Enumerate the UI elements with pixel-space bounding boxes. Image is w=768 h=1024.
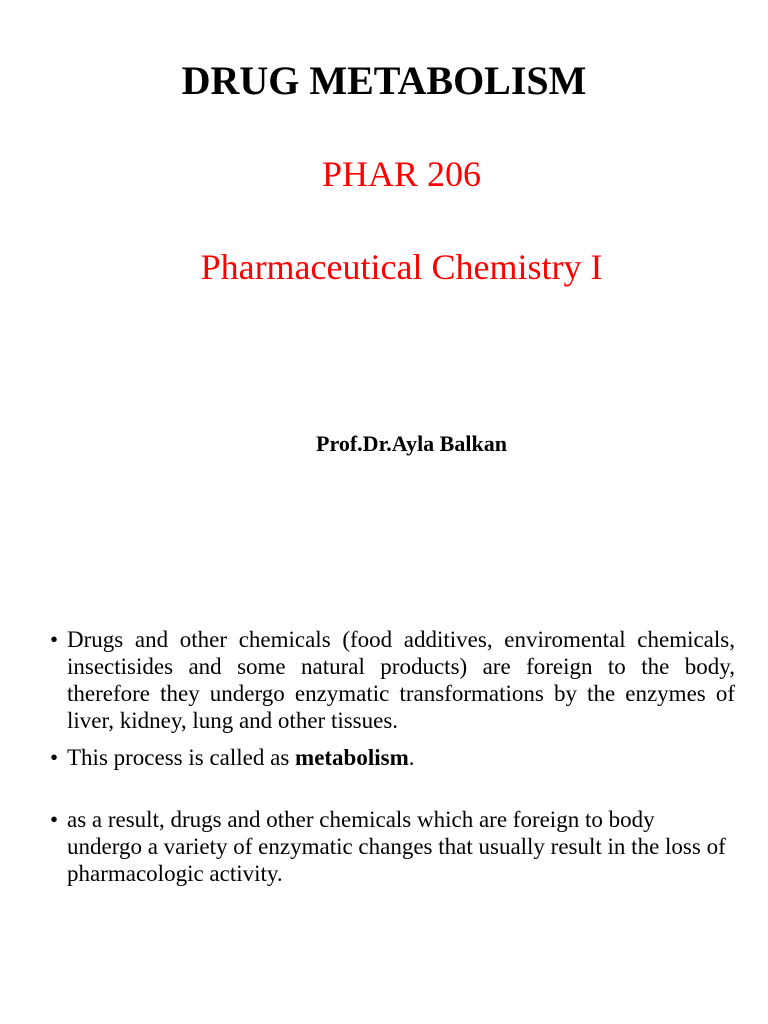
- bullet-icon: •: [50, 807, 59, 832]
- bullet-icon: •: [50, 745, 59, 770]
- course-code: PHAR 206: [321, 154, 482, 194]
- bullet-item: [50, 806, 735, 887]
- bullet-item: [50, 744, 735, 771]
- bullet-text: Drugs and other chemicals (food additives, enviromental chemicals, insectisides and some natural products) are foreign to the body, therefore they undergo enzymatic transformations by the enzymes of liver, kidney, lung and other tissues.: [67, 627, 735, 733]
- bullet-text-emphasis: metabolism: [295, 745, 409, 770]
- bullet-list: [50, 626, 735, 887]
- bullet-item: [50, 626, 735, 734]
- bullet-text-prefix: This process is called as: [67, 745, 296, 770]
- bullet-text: as a result, drugs and other chemicals which are foreign to body undergo a variety of enzymatic changes that usually result in the loss of pharmacologic activity.: [67, 807, 726, 886]
- slide-title: DRUG METABOLISM: [181, 58, 587, 103]
- bullet-icon: •: [50, 627, 59, 652]
- bullet-text-suffix: .: [408, 745, 415, 770]
- author-name: Prof.Dr.Ayla Balkan: [316, 431, 507, 456]
- course-name: Pharmaceutical Chemistry I: [200, 247, 603, 287]
